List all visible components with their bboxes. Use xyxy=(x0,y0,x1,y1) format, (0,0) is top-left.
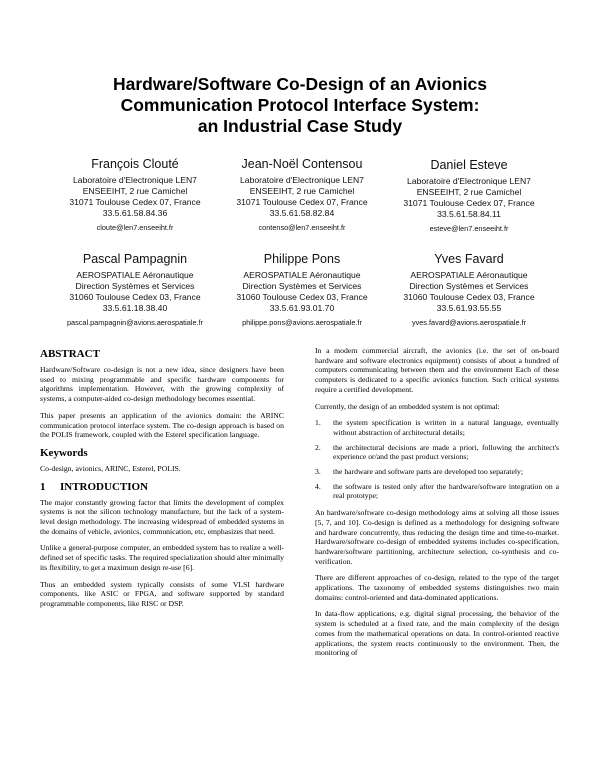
author-email[interactable]: philippe.pons@avions.aerospatiale.fr xyxy=(242,318,362,327)
body-paragraph: In a modern commercial aircraft, the avionics (i.e. the set of on-board hardware and software electronics equipment) consists of about a hundred of computers communicating between them and the environment Each of these computers is dedicated to a specific avionics function. Such critical systems require a certified development. xyxy=(315,346,559,394)
author-name: François Clouté xyxy=(91,157,179,171)
list-text: the software is tested only after the hardware/software integration on a real prototype; xyxy=(333,481,559,501)
list-item xyxy=(315,482,559,501)
author-name: Pascal Pampagnin xyxy=(82,252,188,266)
intro-paragraph: The major constantly growing factor that limits the development of complex systems is not the silicon technology manufacture, but the lack of a system-level design methodology. The increasing widespread of embedded systems in the domains of vehicle, avionics, communication, etc, emphasizes that need. xyxy=(40,497,284,536)
list-item xyxy=(315,467,559,477)
author-city: 31060 Toulouse Cedex 03, France xyxy=(236,292,368,302)
author-address: ENSEEIHT, 2 rue Camichel xyxy=(416,187,522,197)
author-email[interactable]: yves.favard@avions.aerospatiale.fr xyxy=(411,318,527,327)
author-block xyxy=(384,252,554,328)
author-address: Direction Systèmes et Services xyxy=(409,281,529,291)
section-heading-introduction xyxy=(40,481,284,494)
keywords-heading: Keywords xyxy=(40,446,88,459)
section-number: 1 xyxy=(40,480,46,493)
author-affiliation: Laboratoire d'Electronique LEN7 xyxy=(240,175,364,185)
author-city: 31071 Toulouse Cedex 07, France xyxy=(403,198,535,208)
author-phone: 33.5.61.58.82.84 xyxy=(269,208,335,218)
keywords-text: Co-design, avionics, ARINC, Esterel, POLIS. xyxy=(40,463,181,473)
author-affiliation: AEROSPATIALE Aéronautique xyxy=(410,270,528,280)
intro-paragraph: Thus an embedded system typically consists of some VLSI hardware components, like ASIC or FPGA, and software supported by standard programmable components, like RISC or DSP. xyxy=(40,579,284,608)
paper-title xyxy=(40,74,560,137)
author-affiliation: AEROSPATIALE Aéronautique xyxy=(76,270,194,280)
list-item xyxy=(315,418,559,437)
author-block xyxy=(50,157,220,233)
author-name: Philippe Pons xyxy=(263,252,341,266)
author-address: ENSEEIHT, 2 rue Camichel xyxy=(249,186,355,196)
author-email[interactable]: cloute@len7.enseeiht.fr xyxy=(96,223,174,232)
author-name: Daniel Esteve xyxy=(430,158,508,172)
author-city: 31071 Toulouse Cedex 07, France xyxy=(236,197,368,207)
author-block xyxy=(384,158,554,234)
list-text: the hardware and software parts are developed too separately; xyxy=(333,467,523,477)
list-text: the architectural decisions are made a priori, following the architect's experience or/and the past product versions; xyxy=(333,442,559,462)
author-phone: 33.5.61.58.84.11 xyxy=(437,209,501,219)
abstract-paragraph: Hardware/Software co-design is not a new idea, since designers have been used to mixing programmable and specific hardware components for algorithms implementation. However, with the growing complexity of systems, a computer-aided co-design methodology becomes essential. xyxy=(40,365,284,404)
list-item xyxy=(315,443,559,462)
body-paragraph: Currently, the design of an embedded system is not optimal: xyxy=(315,401,500,411)
abstract-heading: ABSTRACT xyxy=(40,348,100,360)
author-block xyxy=(217,252,387,328)
author-block xyxy=(217,157,387,233)
title-line: an Industrial Case Study xyxy=(197,116,403,136)
list-number: 1. xyxy=(315,418,321,428)
author-address: Direction Systèmes et Services xyxy=(75,281,195,291)
author-phone: 33.5.61.18.38.40 xyxy=(102,303,168,313)
list-number: 3. xyxy=(315,467,321,477)
issue-list xyxy=(315,418,559,501)
author-phone: 33.5.61.93.01.70 xyxy=(269,303,335,313)
list-text: the system specification is written in a natural language, eventually without abstraction of architectural details; xyxy=(333,418,559,437)
author-address: Direction Systèmes et Services xyxy=(242,281,362,291)
author-city: 31060 Toulouse Cedex 03, France xyxy=(69,292,201,302)
author-block xyxy=(50,252,220,328)
left-column xyxy=(40,346,284,616)
author-name: Yves Favard xyxy=(434,252,504,266)
title-line: Hardware/Software Co-Design of an Avionics xyxy=(112,74,488,94)
list-number: 2. xyxy=(315,442,321,452)
intro-paragraph: Unlike a general-purpose computer, an embedded system has to realize a well-defined set of specific tasks. The required specialization should alter minimally its flexibility, to get a maximum design re-use [6]. xyxy=(40,543,284,572)
author-affiliation: AEROSPATIALE Aéronautique xyxy=(243,270,361,280)
body-paragraph: There are different approaches of co-design, related to the type of the target applications. The taxonomy of embedded systems distinguishes two main domains: control-oriented and data-dominated applications. xyxy=(315,573,559,602)
right-column xyxy=(315,346,559,665)
author-city: 31071 Toulouse Cedex 07, France xyxy=(69,197,201,207)
body-paragraph: An hardware/software co-design methodology aims at solving all those issues [5, 7, and 10]. Co-design is defined as a methodology for designing software and hardware concurrently, thus reducing the design time and time-to-market. Hardware/software co-design of embedded systems includes co-specification, hardware/software partitioning, architecture selection, co-synthesis and co-verification. xyxy=(315,508,559,566)
author-email[interactable]: esteve@len7.enseeiht.fr xyxy=(429,224,509,233)
author-email[interactable]: contenso@len7.enseeiht.fr xyxy=(258,223,346,232)
author-address: ENSEEIHT, 2 rue Camichel xyxy=(82,186,188,196)
author-email[interactable]: pascal.pampagnin@avions.aerospatiale.fr xyxy=(67,318,203,327)
author-phone: 33.5.61.93.55.55 xyxy=(436,303,502,313)
author-affiliation: Laboratoire d'Electronique LEN7 xyxy=(73,175,197,185)
author-affiliation: Laboratoire d'Electronique LEN7 xyxy=(407,176,531,186)
body-paragraph: In data-flow applications, e.g. digital signal processing, the behavior of the system is scheduled at a fixed rate, and the main complexity of the design comes from the mathematical operations on data. In control-oriented reactive applications, the system reacts continuously to the environment. Then, the monitoring of xyxy=(315,609,559,658)
author-name: Jean-Noël Contensou xyxy=(241,157,363,171)
section-title: INTRODUCTION xyxy=(60,480,149,493)
author-city: 31060 Toulouse Cedex 03, France xyxy=(403,292,535,302)
list-number: 4. xyxy=(315,481,321,491)
author-phone: 33.5.61.58.84.36 xyxy=(102,208,168,218)
abstract-paragraph: This paper presents an application of the avionics domain: the ARINC communication protocol interface system. The co-design approach is based on the POLIS framework, coupled with the Esterel specification language. xyxy=(40,410,284,440)
title-line: Communication Protocol Interface System: xyxy=(120,95,480,115)
